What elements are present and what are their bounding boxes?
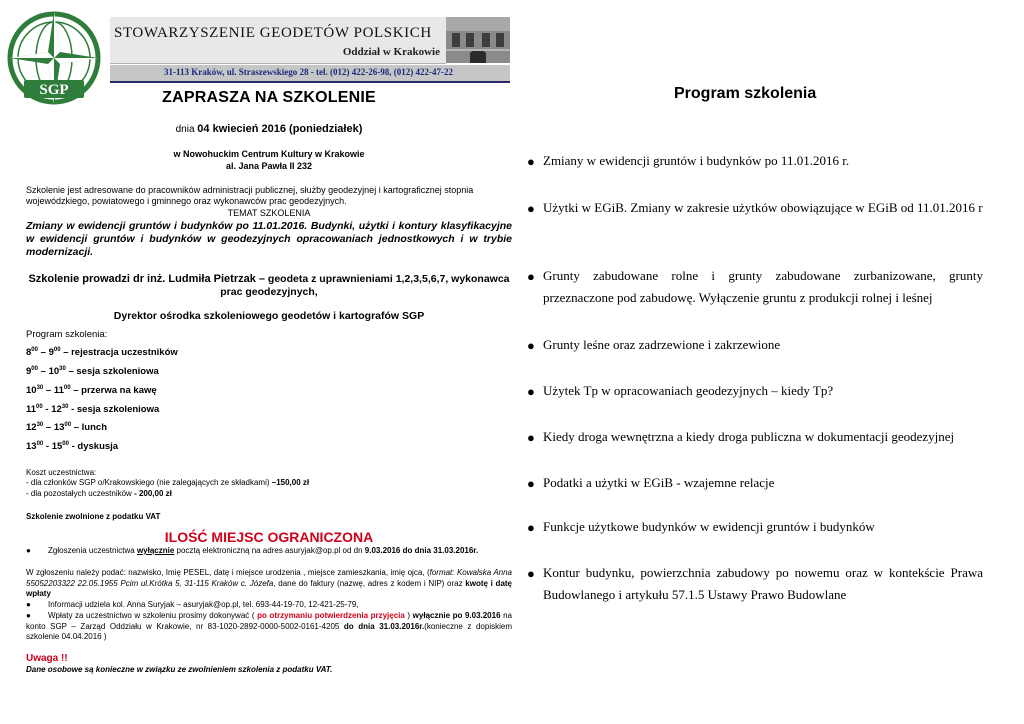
bullet-icon: ● [527,384,535,399]
cost-others [26,489,512,499]
lecturer-details: geodeta z uprawnieniami 1,2,3,5,6,7, wykonawca prac geodezyjnych, [220,273,510,298]
vat-note: Szkolenie zwolnione z podatku VAT [26,512,161,521]
director-line: Dyrektor ośrodka szkoleniowego geodetów i kartografów SGP [113,310,425,322]
bullet-icon: ● [527,566,535,581]
warning-label: Uwaga !! [26,653,68,664]
audience-text: Szkolenie jest adresowane do pracowników administracji publicznej, służby geodezyjnej i kartograficznej stopnia wojewódzkiego, powiatowego i gminnego oraz wykonawców prac geodezyjnych. [26,185,474,206]
header-banner [110,17,510,81]
program-item-text: Grunty zabudowane rolne i grunty zabudowane zurbanizowane, grunty przeznaczone pod zabudowę. Wyłączenie gruntu z produkcji rolnej i leśnej [543,268,983,305]
registration-4: ● Wpłaty za uczestnictwo w szkoleniu prosimy dokonywać ( po otrzymaniu potwierdzenia przyjęcia ) wyłącznie po 9.03.2016 na konto SGP – Zarząd Oddziału w Krakowie, nr 83-1020-2892-0000-5002-0161-4205 do dnia 31.03.2016r.(konieczne z dopiskiem szkolenie 04.04.2016 ) [26,611,513,641]
amount-date-label: kwotę i datę wpłaty [26,578,513,598]
registration-3: ● Informacji udziela kol. Anna Suryjak – asuryjak@op.pl, tel. 693-44-19-70, 12-421-25-79, [26,600,359,609]
warning-text: Dane osobowe są konieczne w związku ze zwolnieniem szkolenia z podatku VAT. [26,665,333,674]
program-title: Program szkolenia [674,85,817,102]
schedule-row: $11^{00} - 12^{30}$ - sesja szkoleniowa [26,403,160,415]
program-item-text: Kontur budynku, powierzchnia zabudowy po nowemu oraz w kontekście Prawa Budowlanego i artykułu 57.1.5 Ustawy Prawo Budowlane [543,565,983,602]
branch-name: Oddział w Krakowie [342,46,440,58]
date-line [26,124,512,135]
program-label: Program szkolenia: [26,329,108,340]
lecturer-info [26,273,512,299]
cost-members [26,478,512,488]
program-item-text: Kiedy droga wewnętrzna a kiedy droga publiczna w dokumentacji geodezyjnej [543,429,955,444]
address-bar [110,65,510,83]
bullet-icon: ● [527,430,535,445]
bullet-icon: ● [26,600,31,609]
registration-1: ● Zgłoszenia uczestnictwa wyłącznie pocztą elektroniczną na adres asuryjak@op.pl od dn 9.03.2016 do dnia 31.03.2016r. [26,546,479,555]
schedule-row: $9^{00} - 10^{30}$ – sesja szkoleniowa [26,365,159,377]
format-example: format: Kowalska Anna 55052203322 22.05.1955 Pcim ul.Krótka 5, 31-115 Kraków c. Józefa [26,568,513,588]
program-item-text: Funkcje użytkowe budynków w ewidencji gruntów i budynków [543,519,875,534]
training-date: 04 kwiecień 2016 (poniedziałek) [197,123,363,135]
invitation-heading: ZAPRASZA NA SZKOLENIE [162,89,376,106]
lecturer-name: Szkolenie prowadzi dr inż. Ludmiła Pietrzak – [28,273,266,285]
bullet-icon: ● [527,338,535,353]
registration-2: W zgłoszeniu należy podać: nazwisko, Imię PESEL, datę i miejsce urodzenia , miejsce zamieszkania, imię ojca, (format: Kowalska Anna 55052203322 22.05.1955 Pcim ul.Krótka 5, 31-115 Kraków c. Józefa, dane do faktury (nazwę, adres z kodem i NIP) oraz kwotę i datę wpłaty [26,568,513,598]
cost-members-label: - dla członków SGP o/Krakowskiego (nie zalegających ze składkami) [26,478,270,487]
bullet-icon: ● [527,201,535,216]
bullet-icon: ● [26,546,31,555]
schedule-row: $10^{30} - 11^{00}$ – przerwa na kawę [26,384,157,396]
cost-others-label: - dla pozostałych uczestników [26,489,132,498]
venue-line1: w Nowohuckim Centrum Kultury w Krakowie [173,149,365,159]
bullet-icon: ● [26,611,31,620]
program-item-text: Podatki a użytki w EGiB - wzajemne relacje [543,475,775,490]
program-item-text: Użytki w EGiB. Zmiany w zakresie użytków obowiązujące w EGiB od 11.01.2016 r [543,200,983,215]
after-confirmation: po otrzymaniu potwierdzenia przyjęcia [254,611,408,620]
cost-label: Koszt uczestnictwa: [26,468,97,477]
bank-account: na konto SGP – Zarząd Oddziału w Krakowie, nr 83-1020-2892-0000-5002-0161-4205 [26,611,513,631]
cost-others-value: - 200,00 zł [134,489,172,498]
bullet-icon: ● [527,269,535,284]
org-name: STOWARZYSZENIE GEODETÓW POLSKICH [114,25,432,41]
building-photo [446,17,510,63]
program-item-text: Użytek Tp w opracowaniach geodezyjnych – kiedy Tp? [543,383,834,398]
logo-text: SGP [39,82,69,98]
program-item-text: Zmiany w ewidencji gruntów i budynków po 11.01.2016 r. [543,153,850,168]
limited-seats: ILOŚĆ MIEJSC OGRANICZONA [164,529,374,545]
bullet-icon: ● [527,154,535,169]
venue-line2: al. Jana Pawła II 232 [225,161,313,171]
schedule-row: $13^{00} - 15^{00}$ - dyskusja [26,440,119,452]
bullet-icon: ● [527,476,535,491]
topic-label: TEMAT SZKOLENIA [227,208,311,218]
date-prefix: dnia [175,124,195,135]
cost-members-value: –150,00 zł [271,478,310,487]
program-item-text: Grunty leśne oraz zadrzewione i zakrzewione [543,337,781,352]
schedule-row: $12^{30} - 13^{00}$ – lunch [26,421,108,433]
address-text: 31-113 Kraków, ul. Straszewskiego 28 - tel. (012) 422-26-98, (012) 422-47-22 [164,67,453,77]
exclusively-label: wyłącznie [136,546,175,555]
topic-text: Zmiany w ewidencji gruntów i budynków po 11.01.2016. Budynki, użytki i kontury klasyfikacyjne w ewidencji gruntów i budynków w geodezyjnych opracowaniach jednostkowych i w trybie modernizacji. [26,220,512,258]
registration-period: 9.03.2016 do dnia 31.03.2016r. [364,546,479,555]
bullet-icon: ● [527,520,535,535]
schedule-row: $8^{00} - 9^{00}$ – rejestracja uczestników [26,346,178,358]
